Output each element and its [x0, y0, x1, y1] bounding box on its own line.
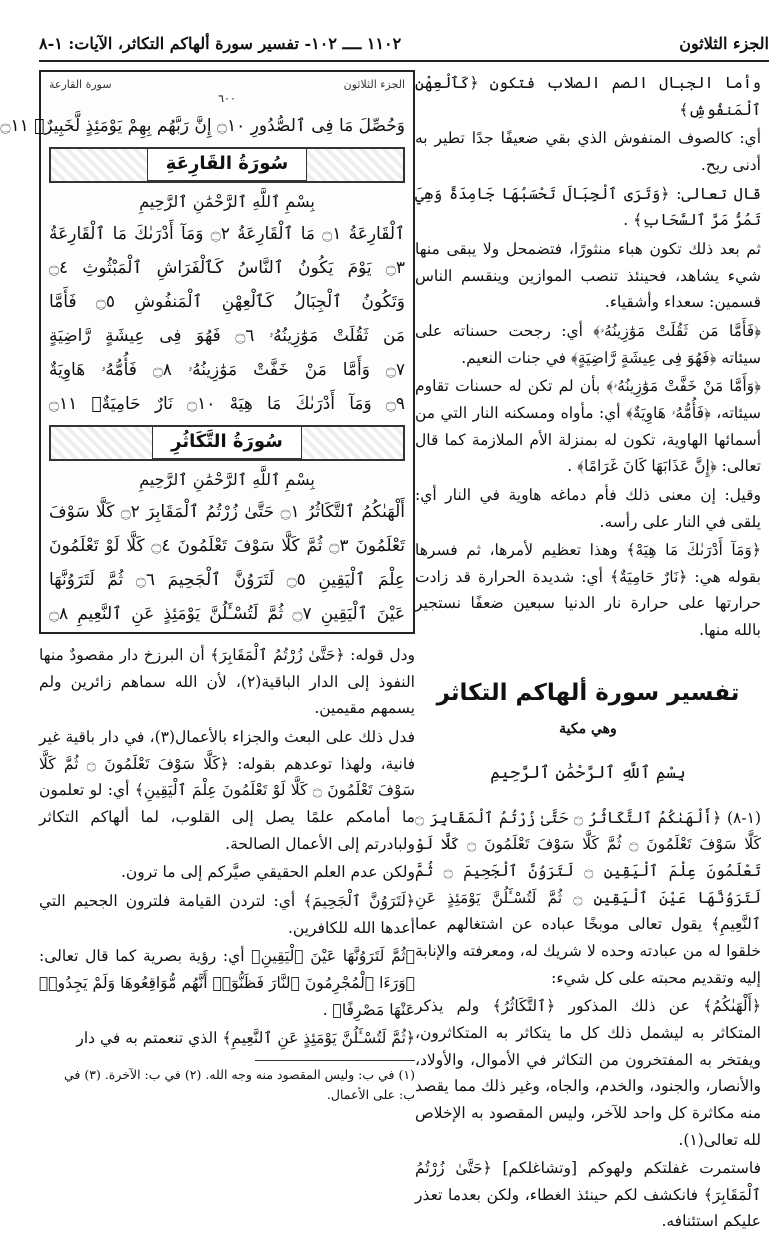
- footnote: ب: على الأعمال.: [326, 1086, 415, 1102]
- section-subtitle: وهي مكية: [559, 721, 617, 738]
- quran-line: وَحُصِّلَ مَا فِى ٱلصُّدُورِ ۝١٠ إِنَّ رَبَّهُم بِهِمْ يَوْمَئِذٍ لَّخَبِيرٌۢ ۝١١: [0, 115, 405, 136]
- paragraph: وأما الجبال الصم الصلاب فتكون ﴿كَٱلْعِهْنِ ٱلْمَنفُوشِ﴾: [415, 74, 761, 119]
- basmala: بِسْمِ ٱللَّهِ ٱلرَّحْمَٰنِ ٱلرَّحِيمِ: [490, 763, 686, 784]
- quran-line: وَتَكُونُ ٱلْجِبَالُ كَٱلْعِهْنِ ٱلْمَنفُوشِ ۝٥ فَأَمَّا: [49, 291, 405, 312]
- right-column: [415, 70, 762, 1231]
- quran-line: مَن ثَقُلَتْ مَوَٰزِينُهُۥ ۝٦ فَهُوَ فِى عِيشَةٍ رَّاضِيَةٍ: [49, 325, 406, 346]
- quran-juz-label: الجزء الثلاثون: [343, 78, 405, 91]
- left-column: [0, 70, 415, 1102]
- surah-title-frame: [49, 147, 405, 183]
- quran-page-number: ٦٠٠: [218, 92, 236, 105]
- quran-line: ۝٣ يَوْمَ يَكُونُ ٱلنَّاسُ كَٱلْفَرَاشِ ٱلْمَبْثُوثِ ۝٤: [49, 257, 405, 278]
- paragraph: ولكن عدم العلم الحقيقي صيَّركم إلى ما ترون.: [120, 863, 415, 882]
- basmala: بِسْمِ ٱللَّهِ ٱلرَّحْمَٰنِ ٱلرَّحِيمِ: [139, 191, 315, 211]
- quran-line: عِلْمَ ٱلْيَقِينِ ۝٥ لَتَرَوُنَّ ٱلْجَحِيمَ ۝٦ ثُمَّ لَتَرَوُنَّهَا: [49, 569, 405, 590]
- paragraph: ودل قوله: ﴿حَتَّىٰ زُرْتُمُ ٱلْمَقَابِرَ﴾ أن البرزخ دار مقصودٌ منها النفوذ إلى الدار الباقية(٢)، لأن الله سماهم زائرين ولم يسمهم مقيمين.: [39, 646, 415, 718]
- quran-line: ۝٧ وَأَمَّا مَنْ خَفَّتْ مَوَٰزِينُهُۥ ۝٨ فَأُمُّهُۥ هَاوِيَةٌ: [49, 359, 405, 380]
- quran-line: تَعْلَمُونَ ۝٣ ثُمَّ كَلَّا سَوْفَ تَعْلَمُونَ ۝٤ كَلَّا لَوْ تَعْلَمُونَ: [49, 535, 405, 556]
- paragraph: ﴿أَلْهَىٰكُمُ﴾ عن ذلك المذكور ﴿ٱلتَّكَاثُرُ﴾ ولم يذكر المتكاثر به ليشمل ذلك كل ما يتكاثر به المتكاثرون، ويفتخر به المفتخرون من التكاثر في الأموال، والأولاد، والأنصار، والجنود، والخدم، والجاه، وغير ذلك مما يقصد منه مكاثرة كل واحد للآخر، وليس المقصود به الإخلاص لله تعالى(١).: [415, 997, 761, 1149]
- quran-box-header: [49, 76, 405, 90]
- quran-line: عَيْنَ ٱلْيَقِينِ ۝٧ ثُمَّ لَتُسْـَٔلُنَّ يَوْمَئِذٍ عَنِ ٱلنَّعِيمِ ۝٨: [49, 603, 405, 624]
- quran-page-box: [0, 70, 415, 634]
- paragraph: وقيل: إن معنى ذلك فأم دماغه هاوية في النار أي: يلقى في النار على رأسه.: [415, 485, 761, 531]
- footnote: (١) في ب: وليس المقصود منه وجه الله. (٢) في ب: الآخرة. (٣) في: [64, 1066, 415, 1082]
- footnote-rule: [255, 1060, 415, 1061]
- surah-title-frame: [49, 425, 405, 461]
- quran-line: أَلْهَىٰكُمُ ٱلتَّكَاثُرُ ۝١ حَتَّىٰ زُرْتُمُ ٱلْمَقَابِرَ ۝٢ كَلَّا سَوْفَ: [49, 501, 405, 522]
- quran-line: ٱلْقَارِعَةُ ۝١ مَا ٱلْقَارِعَةُ ۝٢ وَمَآ أَدْرَىٰكَ مَا ٱلْقَارِعَةُ: [49, 223, 405, 244]
- paragraph: ﴿لَتَرَوُنَّ ٱلْجَحِيمَ﴾ أي: لتردن القيامة فلترون الجحيم التي أعدها الله للكافرين.: [39, 891, 415, 937]
- quran-surah-label: سورة القارعة: [49, 78, 112, 91]
- paragraph: ﴿فَأَمَّا مَن ثَقُلَتْ مَوَٰزِينُهُۥ﴾ أي: رجحت حسناته على سيئاته ﴿فَهُوَ فِى عِيشَةٍ رَّاضِيَةٍ﴾ في جنات النعيم.: [415, 321, 761, 367]
- paragraph: قال تعالى: ﴿وَتَرَى ٱلْجِبَالَ تَحْسَبُهَا جَامِدَةً وَهِيَ تَمُرُّ مَرَّ ٱلسَّحَابِ﴾ .: [415, 184, 761, 230]
- header-juz: الجزء الثلاثون: [679, 33, 769, 53]
- paragraph: ﴿وَمَآ أَدْرَىٰكَ مَا هِيَهْ﴾ وهذا تعظيم لأمرها، ثم فسرها بقوله هي: ﴿نَارٌ حَامِيَةٌ﴾ أي: شديدة الحرارة قد زادت حرارتها على حرارة نار الدنيا سبعين ضعفًا نستجير بالله منها.: [415, 541, 761, 640]
- page-header: [39, 28, 769, 58]
- paragraph: ﴿وَأَمَّا مَنْ خَفَّتْ مَوَٰزِينُهُۥ﴾ بأن لم تكن له حسنات تقاوم سيئاته، ﴿فَأُمُّهُۥ هَاوِيَةٌ﴾ أي: مأواه ومسكنه النار التي من أسمائها الهاوية، تكون له بمنزلة الأم الملازمة كما قال تعالى: ﴿إِنَّ عَذَابَهَا كَانَ غَرَامًا﴾ .: [415, 377, 761, 476]
- surah-title: سُورَةُ القَارِعَةِ: [147, 148, 307, 181]
- basmala: بِسْمِ ٱللَّهِ ٱلرَّحْمَٰنِ ٱلرَّحِيمِ: [139, 469, 315, 489]
- paragraph: فدل ذلك على البعث والجزاء بالأعمال(٣)، في دار باقية غير فانية، ولهذا توعدهم بقوله: ﴿كَلَّا سَوْفَ تَعْلَمُونَ ۝ ثُمَّ كَلَّا سَوْفَ تَعْلَمُونَ ۝ كَلَّا لَوْ تَعْلَمُونَ عِلْمَ ٱلْيَقِينِ﴾ أي: لو تعلمون ما أمامكم علمًا يصل إلى القلوب، لما ألهاكم التكاثر ولبادرتم إلى الأعمال الصالحة.: [39, 727, 415, 853]
- surah-title: سُورَةُ التَّكَاثُرِ: [152, 426, 302, 459]
- paragraph: ثم بعد ذلك تكون هباء منثورًا، فتضمحل ولا يبقى منها شيء يشاهد، فحينئذ تنصب الموازين وينقسم الناس قسمين: سعداء وأشقياء.: [415, 239, 761, 312]
- section-title: تفسير سورة ألهاكم التكاثر: [436, 679, 740, 706]
- paragraph: أي: كالصوف المنفوش الذي بقي ضعيفًا جدًا تطير به أدنى ريح.: [415, 129, 761, 174]
- quran-line: ۝٩ وَمَآ أَدْرَىٰكَ مَا هِيَهْ ۝١٠ نَارٌ حَامِيَةٌۢ ۝١١: [49, 393, 405, 414]
- paragraph: ﴿ثُمَّ لَتُسْـَٔلُنَّ يَوْمَئِذٍ عَنِ ٱلنَّعِيمِ﴾ الذي تنعمتم به في دار: [76, 1029, 415, 1048]
- header-rule: [39, 60, 769, 62]
- paragraph: (١-٨) ﴿أَلْهَىٰكُمُ ٱلتَّكَاثُرُ ۝ حَتَّىٰ زُرْتُمُ ٱلْمَقَابِرَ ۝ كَلَّا سَوْفَ تَعْلَمُونَ ۝ ثُمَّ كَلَّا سَوْفَ تَعْلَمُونَ ۝ كَلَّا لَوْ تَعْلَمُونَ عِلْمَ ٱلْيَقِينِ ۝ لَتَرَوُنَّ ٱلْجَحِيمَ ۝ ثُمَّ لَتَرَوُنَّهَا عَيْنَ ٱلْيَقِينِ ۝ ثُمَّ لَتُسْـَٔلُنَّ يَوْمَئِذٍ عَنِ ٱلنَّعِيمِ﴾ يقول تعالى موبخًا عباده عن اشتغالهم عما خلقوا له من عبادته وحده لا شريك له، ومعرفته والإنابة إليه وتقديم محبته على كل شيء:: [415, 808, 762, 987]
- paragraph: ﴿ثُمَّ لَتَرَوُنَّهَا عَيْنَ ٱلْيَقِينِ﴾ أي: رؤية بصرية كما قال تعالى: ﴿وَرَءَا ٱلْمُجْرِمُونَ ٱلنَّارَ فَظَنُّوٓا۟ أَنَّهُم مُّوَاقِعُوهَا وَلَمْ يَجِدُوا۟ عَنْهَا مَصْرِفًا﴾ .: [39, 947, 415, 1019]
- header-title: ١١٠٢ ــــ ١٠٢- تفسير سورة ألهاكم التكاثر، الآيات: ١-٨: [39, 33, 402, 53]
- paragraph: فاستمرت غفلتكم ولهوكم [وتشاغلكم] ﴿حَتَّىٰ زُرْتُمُ ٱلْمَقَابِرَ﴾ فانكشف لكم حينئذ الغطاء، ولكن بعدما تعذر عليكم استئنافه.: [415, 1159, 761, 1231]
